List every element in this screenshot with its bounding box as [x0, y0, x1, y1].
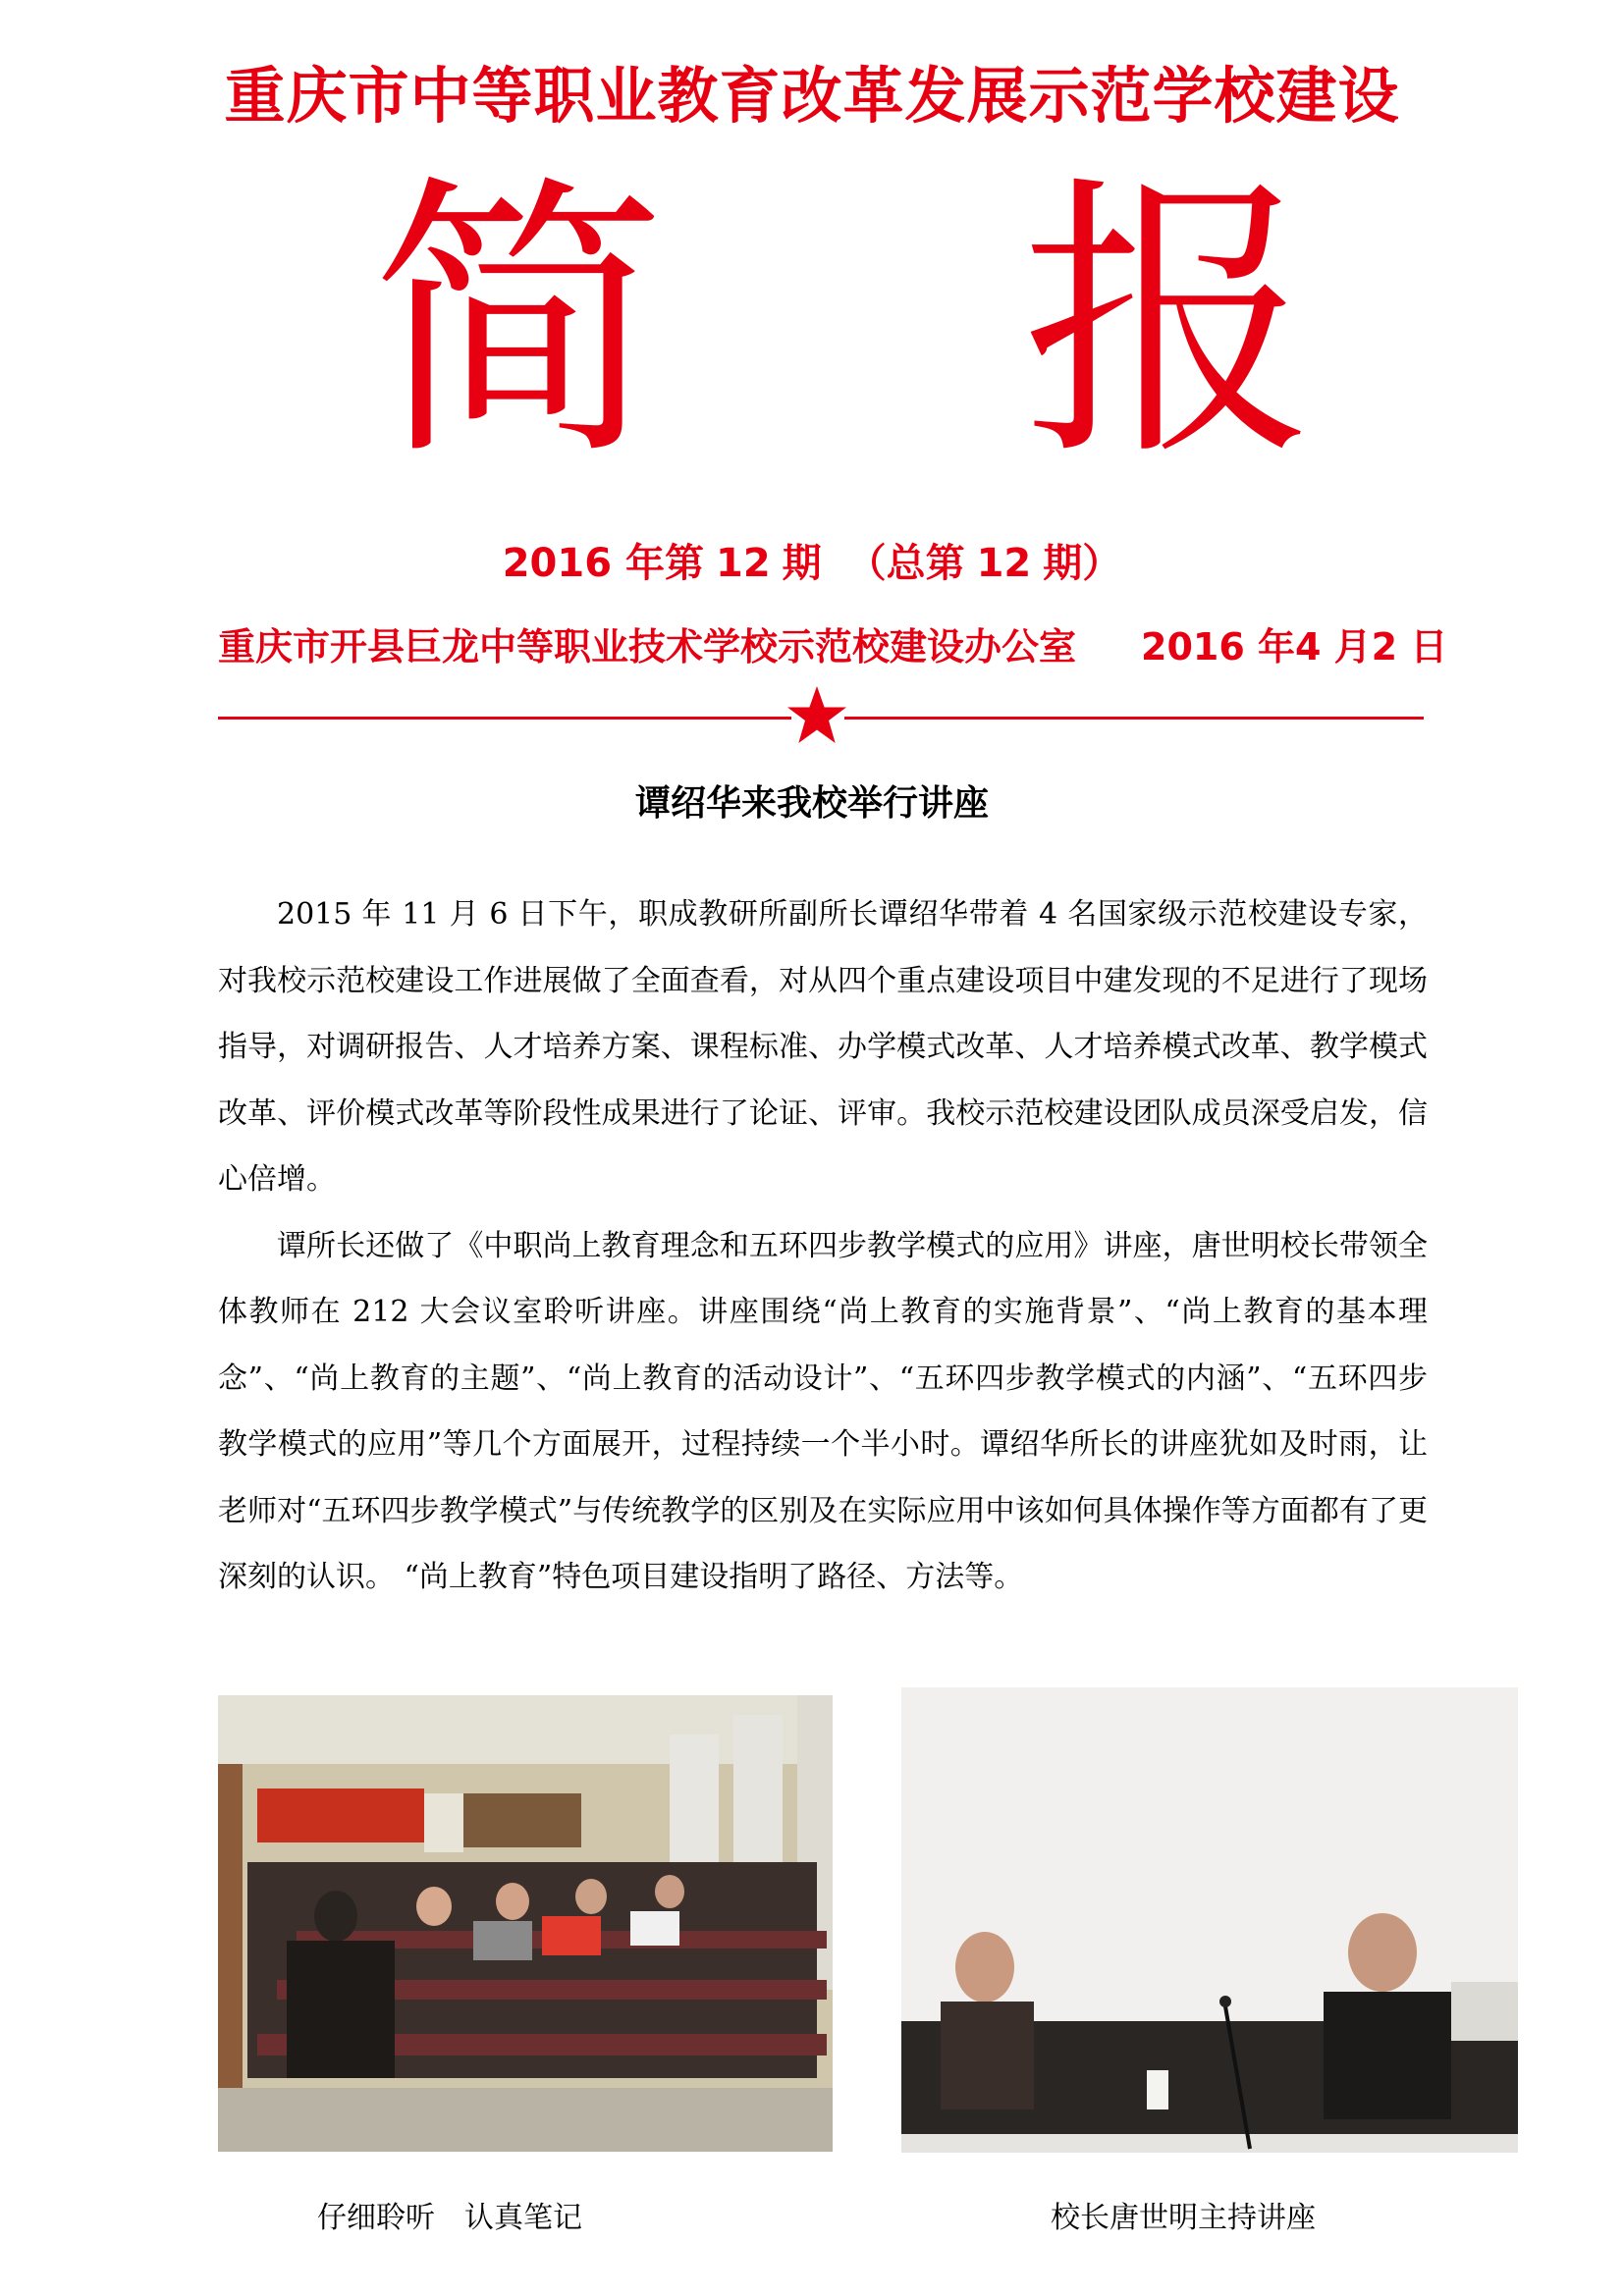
- star-icon: [785, 684, 848, 747]
- photo-principal-hosting: [901, 1687, 1518, 2153]
- issue-total-label: （总第: [846, 541, 965, 586]
- article-paragraph-1: 2015 年 11 月 6 日下午，职成教研所副所长谭绍华带着 4 名国家级示范校建设专家，对我校示范校建设工作进展做了全面查看，对从四个重点建设项目中建发现的不足进行了现场指导，对调研报告、人才培养方案、课程标准、办学模式改革、人才培养模式改革、教学模式改革、评价模式改革等阶段性成果进行了论证、评审。我校示范校建设团队成员深受启发，信心倍增。: [218, 897, 1428, 1197]
- classroom-illustration: [218, 1695, 833, 2152]
- divider-left: [218, 717, 791, 720]
- issue-year: 2016 年第: [502, 541, 704, 586]
- photo-caption-1: 仔细聆听 认真笔记: [317, 2201, 582, 2235]
- article-title: 谭绍华来我校举行讲座: [634, 783, 989, 824]
- publish-date: 2016 年4 月2 日: [1141, 625, 1448, 668]
- divider-right: [844, 717, 1424, 720]
- masthead-char-bao: 报: [1021, 152, 1316, 495]
- issue-total-number: 12: [976, 541, 1032, 586]
- banner-title: 重庆市中等职业教育改革发展示范学校建设: [224, 60, 1400, 132]
- issue-number: 12: [715, 541, 771, 586]
- publishing-office: 重庆市开县巨龙中等职业技术学校示范校建设办公室: [218, 625, 1077, 668]
- hosting-illustration: [901, 1687, 1518, 2153]
- article-body: [218, 881, 1428, 1611]
- issue-unit: 期: [782, 541, 822, 586]
- masthead-char-jian: 简: [371, 152, 666, 495]
- photo-classroom-lecture: [218, 1695, 833, 2152]
- issue-line: [0, 532, 1624, 588]
- article-paragraph-2: 谭所长还做了《中职尚上教育理念和五环四步教学模式的应用》讲座，唐世明校长带领全体教师在 212 大会议室聆听讲座。讲座围绕“尚上教育的实施背景”、“尚上教育的基本理念”、“尚上教育的主题”、“尚上教育的活动设计”、“五环四步教学模式的内涵”、“五环四步教学模式的应用”等几个方面展开，过程持续一个半小时。谭绍华所长的讲座犹如及时雨，让老师对“五环四步教学模式”与传统教学的区别及在实际应用中该如何具体操作等方面都有了更深刻的认识。 “尚上教育”特色项目建设指明了路径、方法等。: [218, 1228, 1428, 1594]
- photo-caption-2: 校长唐世明主持讲座: [1051, 2201, 1316, 2235]
- issue-total-unit: 期）: [1043, 541, 1122, 586]
